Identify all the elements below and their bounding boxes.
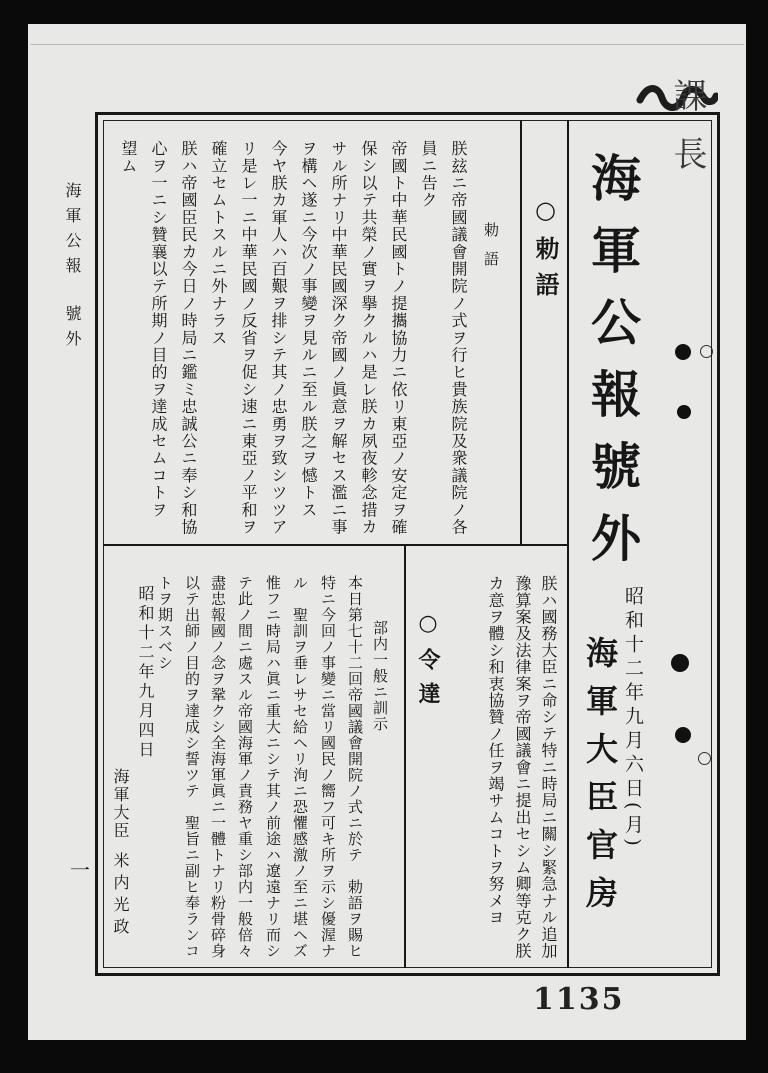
rescript-addendum-line: 朕ハ國務大臣ニ命シテ特ニ時局ニ關シ緊急ナル追加 [539,575,558,960]
rescript-addendum-line: 豫算案及法律案ヲ帝國議會ニ提出セシム卿等克ク朕 [513,575,532,960]
rescript-line: 望ム [119,140,138,175]
margin-subtitle: 號外 [63,305,82,355]
rescript-line: 心ヲ一ニシ贊襄以テ所期ノ目的ヲ達成セムコトヲ [149,140,168,519]
signatory-title: 海軍大臣 [111,768,130,840]
directive-line: テ此ノ間ニ處スル帝國海軍ノ責務ヤ重シ部内一般倍々 [236,575,254,959]
directive-line: 以テ出師ノ目的ヲ達成シ誓ツテ 聖旨ニ副ヒ奉ランコ [183,575,201,959]
directive-line: トヲ期スベシ [156,575,174,671]
section-divider [103,544,568,546]
rescript-line: サル所ナリ中華民國深ク帝國ノ眞意ヲ解セス濫ニ事 [329,140,348,536]
rescript-addendum-line: カ意ヲ體シ和衷協贊ノ任ヲ竭サムコトヲ努メヨ [486,575,505,926]
issuing-office: 海軍大臣官房 [581,636,619,924]
rescript-heading-rule [520,120,522,545]
directive-subheading: 部内一般ニ訓示 [371,620,389,732]
rescript-line: 朕玆ニ帝國議會開院ノ式ヲ行ヒ貴族院及衆議院ノ各 [449,140,468,536]
margin-title: 海軍公報 [63,182,82,282]
directive-date: 昭和十二年九月四日 [136,585,155,761]
directive-line: 本日第七十二回帝國議會開院ノ式ニ於テ 勅語ヲ賜ヒ [346,575,364,959]
margin-page-mark: 一 [70,858,90,882]
rescript-heading: ○勅語 [531,195,560,308]
rescript-line: 員ニ告ク [419,140,438,209]
rescript-line: 帝國ト中華民國トノ提攜協力ニ依リ東亞ノ安定ヲ確 [389,140,408,536]
signatory-name: 米内光政 [111,852,130,940]
section-chief-stamp: 課長 [667,78,707,194]
directive-heading: ○令達 [415,610,441,716]
directive-heading-rule [404,545,406,968]
directive-line: ル 聖訓ヲ垂レサセ給ヘリ洵ニ恐懼感激ノ至ニ堪ヘズ [291,575,309,959]
rescript-line: 保シ以テ共榮ノ實ヲ擧クルハ是レ朕カ夙夜軫念措カ [359,140,378,536]
rescript-line: 今ヤ朕カ軍人ハ百艱ヲ排シテ其ノ忠勇ヲ致シツツア [269,140,288,536]
page-number: 1135 [533,982,625,1017]
rescript-subheading: 勅語 [482,222,500,280]
rescript-line: 確立セムトスルニ外ナラス [209,140,228,347]
directive-line: 惟フニ時局ハ眞ニ重大ニシテ其ノ前途ハ遼遠ナリ而シ [264,575,282,959]
rescript-line: リ是レ一ニ中華民國ノ反省ヲ促シ速ニ東亞ノ平和ヲ [239,140,258,536]
directive-line: 盡忠報國ノ念ヲ鞏クシ全海軍眞ニ一體トナリ粉骨碎身 [209,575,227,959]
directive-line: 特ニ今回ノ事變ニ當リ國民ノ嚮フ可キ所ヲ示シ優渥ナ [319,575,337,959]
rescript-line: ヲ構ヘ遂ニ今次ノ事變ヲ見ルニ至ル朕之ヲ憾トス [299,140,318,519]
rescript-line: 朕ハ帝國臣民カ今日ノ時局ニ鑑ミ忠誠公ニ奉シ和協 [179,140,198,536]
gazette-title: 海軍公報號外 [583,152,642,584]
paper-fold-line [30,44,744,45]
publication-date: 昭和十二年九月六日(月) [622,586,644,851]
